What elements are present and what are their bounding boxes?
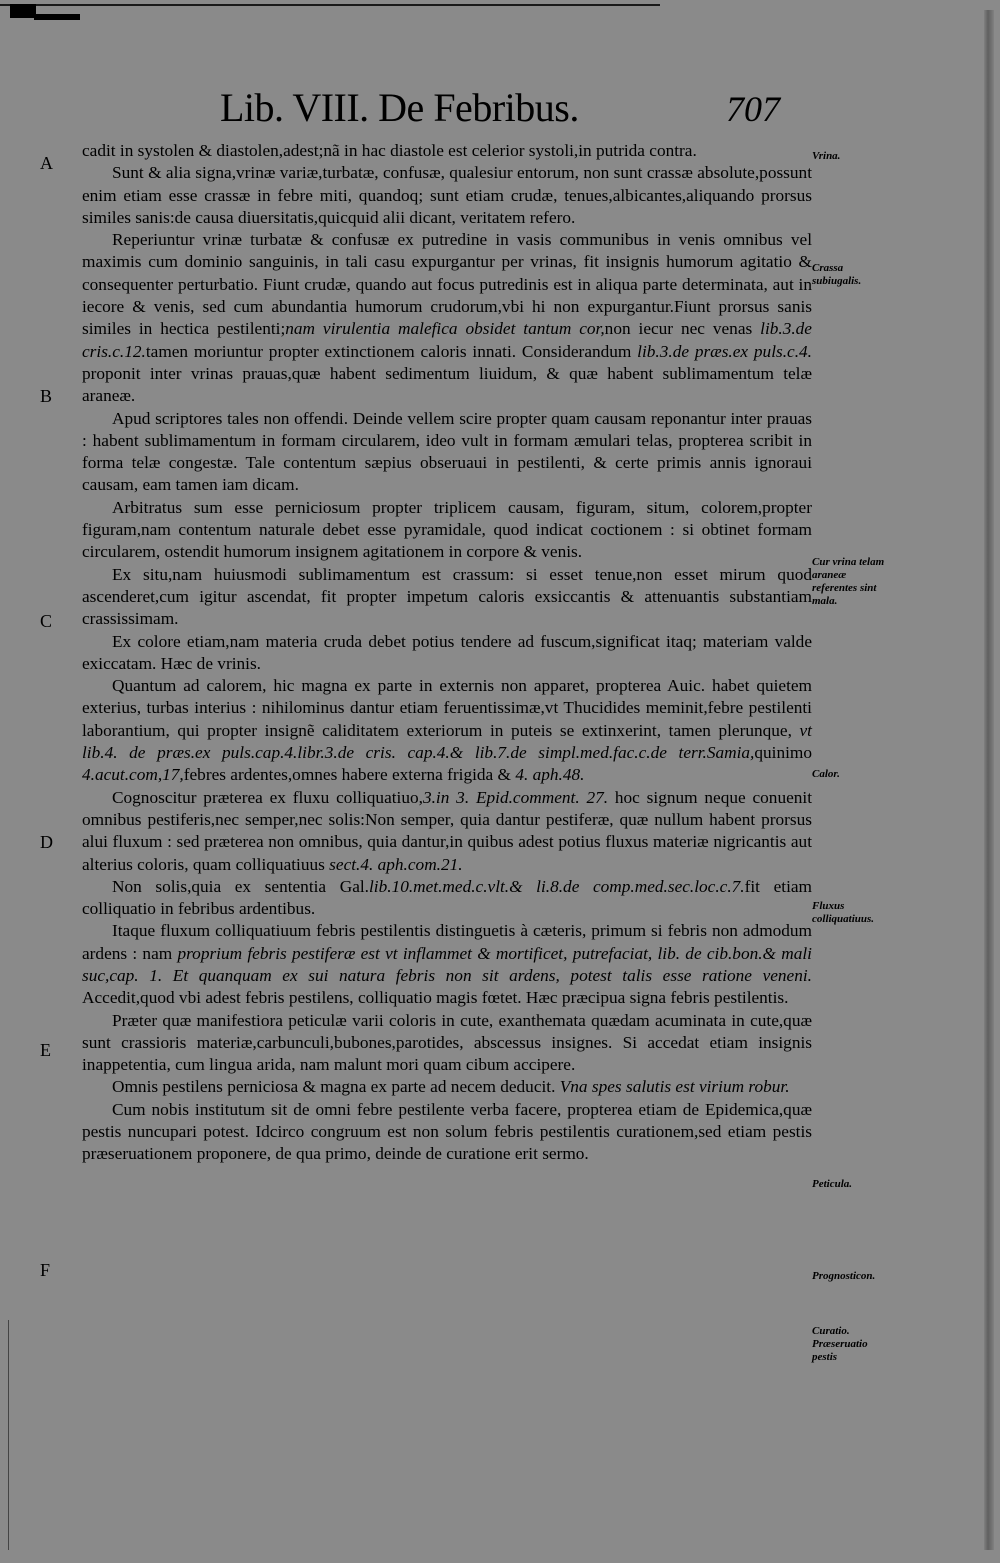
text-run: Apud scriptores tales non offendi. Deinde vellem scire propter quam causam reponantur inter prauas : habent sublimamentum in formam circularem, ideo vult in formam æmulari telas, propterea scribit in forma telæ congestæ. Tale contentum sæpius obseruaui in pestilenti, & certe primis annis ignoraui causam, eam tamen iam dicam. xyxy=(82,408,812,495)
paragraph xyxy=(82,408,812,497)
text-run: Arbitratus sum esse perniciosum propter triplicem causam, figuram, situm, colorem,propter figuram,nam contentum naturale debet esse pyramidale, quod indicat coctionem : si obtinet formam circularem, ostendit humorum insignem agitationem in corpore & venis. xyxy=(82,497,812,562)
paragraph xyxy=(82,564,812,631)
text-run: Ex situ,nam huiusmodi sublimamentum est crassum: si esset tenue,non esset mirum quod ascenderet,cum igitur ascendat, fit propter impetum caloris exsiccantis & attenuantis substantiam crassissimam. xyxy=(82,564,812,629)
paragraph xyxy=(82,140,812,162)
paragraph xyxy=(82,787,812,876)
italic-citation: Vna spes salutis est virium robur. xyxy=(559,1077,790,1097)
printer-corner-mark xyxy=(6,4,76,26)
margin-note: Fluxus colliquatiuus. xyxy=(812,900,875,925)
section-letter-e: E xyxy=(40,1040,51,1060)
section-letter-c: C xyxy=(40,611,53,631)
paragraph xyxy=(82,162,812,229)
paragraph xyxy=(82,631,812,676)
italic-citation: 3.in 3. Epid.comment. 27. xyxy=(422,787,609,807)
text-run: Quantum ad calorem, hic magna ex parte in externis non apparet, propterea Auic. habet quietem exterius, turbas interius : nihilominus dantur etiam feruentissimæ,vt Thucidides meminit,febre pestilenti laborantium, qui propter insignẽ caliditatem exteriorum in puteis se extinxerint, tamen plerunque, xyxy=(82,676,812,740)
text-run: Præter quæ manifestiora peticulæ varii coloris in cute, exanthemata quædam acuminata in cute,quæ sunt crassioris materiæ,carbunculi,bubones,parotides, abscessus insignes. Si accedat etiam insignis inappetentia, cum lingua arida, nam malunt mori quam cibum accipere. xyxy=(82,1010,812,1075)
text-run: hoc signum neque conuenit omnibus pestiferis,nec semper,nec solis:Non semper, quia dantur pestiferæ, quæ nullum habent prorsus alui fluxum : sed præterea non omnibus, quia dantur,in quibus adest potius fluxus materiæ nigricantis aut alterius coloris, quam colliquatiuus xyxy=(82,787,812,874)
text-run: quinimo xyxy=(754,743,812,763)
italic-citation: 4.acut.com,17, xyxy=(82,765,184,785)
text-run: fit etiam colliquatio in febribus ardentibus. xyxy=(82,876,812,919)
text-run: tamen moriuntur propter extinctionem caloris innati. Considerandum xyxy=(145,341,638,361)
section-letter-b: B xyxy=(40,386,53,406)
text-run: Accedit,quod vbi adest febris pestilens, colliquatio magis fœtet. Hæc præcipua signa febris pestilentis. xyxy=(82,988,789,1008)
text-run: Omnis pestilens perniciosa & magna ex parte ad necem deducit. xyxy=(112,1077,560,1097)
section-letter-d: D xyxy=(40,832,53,852)
italic-citation: lib.3.de præs.ex puls.c.4. xyxy=(637,341,812,361)
margin-note: Cur vrina telam araneæ referentes sint mala. xyxy=(812,556,885,607)
italic-citation: sect.4. aph.com.21. xyxy=(329,854,463,874)
text-run: Non solis,quia ex sententia Gal. xyxy=(112,876,369,896)
running-title: Lib. VIII. De Febribus. xyxy=(220,85,579,130)
margin-note: Vrina. xyxy=(812,150,841,162)
page-header xyxy=(220,84,800,134)
section-letter-f: F xyxy=(40,1260,51,1280)
italic-citation: lib.10.met.med.c.vlt.& li.8.de comp.med.sec.loc.c.7. xyxy=(368,876,745,896)
paragraph xyxy=(82,1010,812,1077)
text-run: Cognoscitur præterea ex fluxu colliquatiuo, xyxy=(112,787,423,807)
paragraph xyxy=(82,497,812,564)
paragraph xyxy=(82,229,812,407)
text-run: Reperiuntur vrinæ turbatæ & confusæ ex putredine in vasis communibus in venis omnibus vel maximis cum dominio sanguinis, in tali casu expurgantur per vrinas, fit insignis humorum agitatio & consequenter perturbatio. Fiunt crudæ, quando aut focus putredinis est in aliqua parte determinata, aut in iecore & venis, sed cum abundantia humorum crudorum,vbi hi non expurgantur.Fiunt prorsus sanis similes in hectica pestilenti; xyxy=(82,230,812,339)
text-run: febres ardentes,omnes habere externa frigida & xyxy=(183,765,516,785)
page-binding-edge xyxy=(984,10,994,1550)
paragraph xyxy=(82,675,812,786)
text-run: non iecur nec venas xyxy=(604,319,761,339)
margin-rule xyxy=(8,1320,13,1550)
italic-citation: 4. aph.48. xyxy=(515,765,585,785)
italic-citation: lib.3.de cris.c.12. xyxy=(82,319,812,361)
text-run: cadit in systolen & diastolen,adest;nã in hac diastole est celerior systoli,in putrida contra. xyxy=(82,141,697,160)
text-run: proponit inter vrinas prauas,quæ habent sedimentum liuidum, & quæ habent sublimamentum telæ araneæ. xyxy=(82,363,812,406)
top-rule xyxy=(0,4,660,6)
body-text xyxy=(82,140,812,1166)
paragraph xyxy=(82,1076,812,1098)
italic-citation: vt lib.4. de præs.ex puls.cap.4.libr.3.de cris. cap.4.& lib.7.de simpl.med.fac.c.de terr.Samia, xyxy=(82,720,812,763)
italic-citation: nam virulentia malefica obsidet tantum cor, xyxy=(285,319,605,339)
margin-note: Curatio. Præseruatio pestis xyxy=(812,1325,868,1363)
page-number: 707 xyxy=(726,89,780,129)
paragraph xyxy=(82,920,812,1009)
margin-note: Prognosticon. xyxy=(812,1270,876,1282)
margin-note: Crassa subiugalis. xyxy=(812,262,862,287)
text-run: Ex colore etiam,nam materia cruda debet potius tendere ad fuscum,significat itaq; materiam valde exiccatam. Hæc de vrinis. xyxy=(82,631,812,673)
text-run: Sunt & alia signa,vrinæ variæ,turbatæ, confusæ, qualesiur entorum, non sunt crassæ absolute,possunt enim etiam esse crassæ in febre miti, quandoq; sunt etiam crudæ, tenues,albicantes,aliquando prorsus similes sanis:de causa diuersitatis,quicquid alii dicant, veritatem refero. xyxy=(82,163,812,227)
paragraph xyxy=(82,1099,812,1166)
text-run: Itaque fluxum colliquatiuum febris pestilentis distinguetis à cæteris, primum si febris non admodum ardens : nam xyxy=(82,921,812,963)
section-letter-a: A xyxy=(40,153,53,173)
margin-note: Peticula. xyxy=(812,1178,853,1190)
paragraph xyxy=(82,876,812,921)
text-run: Cum nobis institutum sit de omni febre pestilente verba facere, propterea etiam de Epidemica,quæ pestis nuncupari potest. Idcirco congruum est non solum febris pestilentis curationem,sed etiam pestis præseruationem proponere, de qua primo, deinde de curatione erit sermo. xyxy=(82,1099,812,1164)
margin-note: Calor. xyxy=(812,768,840,780)
italic-citation: proprium febris pestiferæ est vt inflammet & mortificet, putrefaciat, lib. de cib.bon.& mali suc,cap. 1. Et quanquam ex sui natura febris non sit ardens, potest talis esse ratione veneni. xyxy=(82,943,812,985)
